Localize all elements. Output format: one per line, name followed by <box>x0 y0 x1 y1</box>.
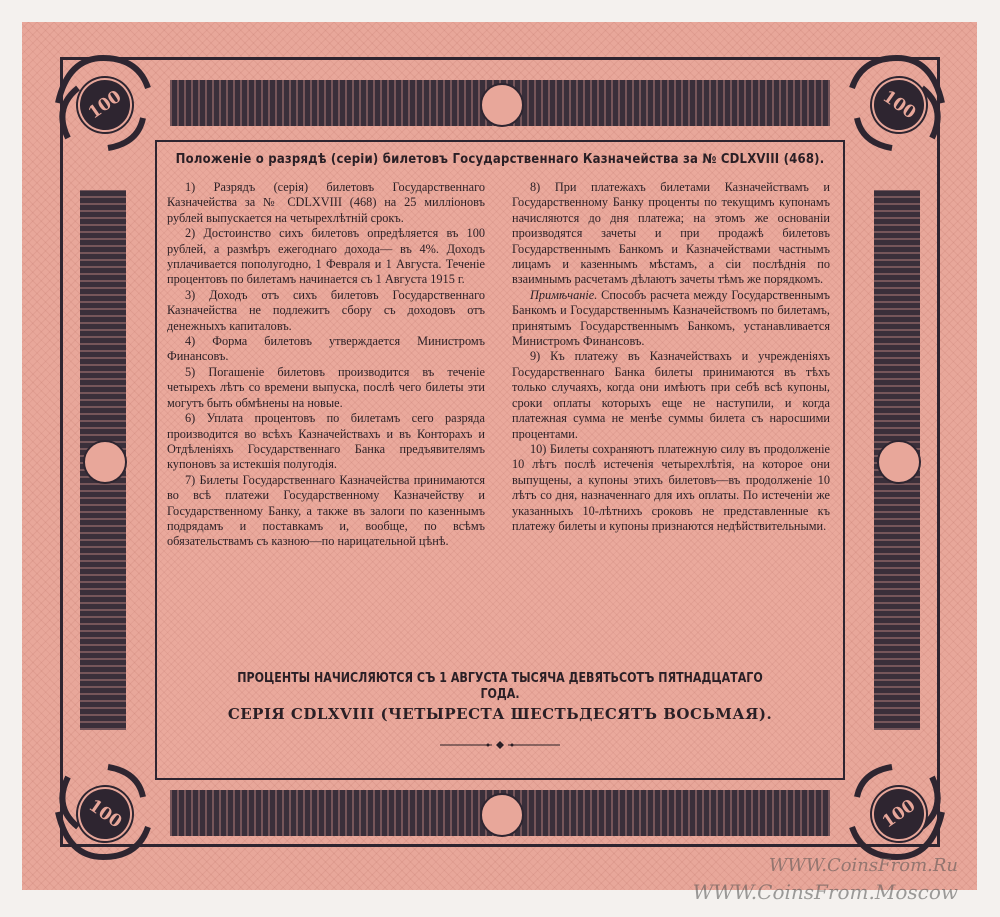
clause-2: 2) Достоинство сихъ билетовъ опредѣляется въ 100 рублей, а размѣръ ежегоднаго дохода— въ 4%. Доходъ уплачивается пополугодно, 1 Февраля и 1 Августа. Теченiе процентовъ по билетамъ начинается съ 1 Августа 1915 г. <box>167 226 485 287</box>
clause-5: 5) Погашенiе билетовъ производится въ теченiе четырехъ лѣтъ со времени выпуска, послѣ чего билеты эти могутъ быть обмѣнены на новые. <box>167 364 485 410</box>
interest-statement: ПРОЦЕНТЫ НАЧИСЛЯЮТСЯ СЪ 1 АВГУСТА ТЫСЯЧА ДЕВЯТЬСОТЪ ПЯТНАДЦАТАГО ГОДА. <box>237 670 763 702</box>
denomination-medallion: 100 <box>67 776 142 851</box>
regulation-heading: Положенiе о разрядѣ (серiи) билетовъ Государственнаго Казначейства за № CDLXVIII (468). <box>175 152 825 167</box>
denomination-medallion: 100 <box>861 67 936 142</box>
top-ornament <box>480 83 524 127</box>
clause-1: 1) Разрядъ (серiя) билетовъ Государственнаго Казначейства за № CDLXVIII (468) на 25 миллiоновъ рублей выпускается на четырехлѣтнiй срокъ. <box>167 180 485 225</box>
corner-top-left <box>48 48 158 158</box>
corner-bottom-left <box>48 757 158 867</box>
note-label: Примѣчанiе. <box>530 287 598 302</box>
clause-4: 4) Форма билетовъ утверждается Министромъ Финансовъ. <box>167 334 485 364</box>
corner-bottom-right <box>842 757 952 867</box>
right-ornament <box>877 440 921 484</box>
clause-7: 7) Билеты Государственнаго Казначейства принимаются во всѣ платежи Государственному Казначейству и Государственному Банку, а также въ залоги по казеннымъ подрядамъ и поставкамъ и, вообще, по всѣмъ обязательствамъ съ казною—по нарицательной цѣнѣ. <box>167 472 485 549</box>
divider-ornament-icon <box>440 740 560 750</box>
note-paragraph <box>512 288 830 350</box>
left-ornament <box>83 440 127 484</box>
left-text-column <box>167 180 485 550</box>
note-text: Способъ расчета между Государственнымъ Банкомъ и Государственнымъ Казначействомъ по билетамъ, принятымъ Государственнымъ Банкомъ, устанавливается Министромъ Финансовъ. <box>512 287 830 349</box>
series-statement: СЕРIЯ CDLXVIII (ЧЕТЫРЕСТА ШЕСТЬДЕСЯТЪ ВОСЬМАЯ). <box>227 705 773 723</box>
clause-10: 10) Билеты сохраняютъ платежную силу въ продолженiе 10 лѣтъ послѣ истеченiя четырехлѣтiя, на которое они выпущены, а купоны этихъ билетовъ—въ продолженiе 10 лѣтъ со дня, назначеннаго для ихъ оплаты. По истеченiи же указанныхъ 10-лѣтнихъ сроковъ не представленные къ платежу билеты и купоны признаются недѣйствительными. <box>512 441 830 533</box>
clause-3: 3) Доходъ отъ сихъ билетовъ Государственнаго Казначейства не подлежитъ сбору съ доходовъ отъ денежныхъ капиталовъ. <box>167 287 485 333</box>
watermark-ru: WWW.CoinsFrom.Ru <box>768 855 958 876</box>
corner-top-right <box>842 48 952 158</box>
clause-8: 8) При платежахъ билетами Казначействамъ и Государственному Банку проценты по текущимъ купонамъ начисляются до дня платежа; на этомъ же основанiи производятся зачеты и при продажѣ билетовъ Государственнымъ Банкомъ и Казначействами частнымъ лицамъ и казеннымъ мѣстамъ, а сiи послѣднiя по взаимнымъ расчетамъ дѣлаютъ зачеты тѣмъ же порядкомъ. <box>512 180 830 287</box>
denomination-medallion: 100 <box>67 67 142 142</box>
right-text-column <box>512 180 830 534</box>
clause-6: 6) Уплата процентовъ по билетамъ сего разряда производится во всѣхъ Казначействахъ и въ Конторахъ и Отдѣленiяхъ Государственнаго Банка предъявителямъ купоновъ за истекшiя полугодiя. <box>167 411 485 472</box>
clause-9: 9) Къ платежу въ Казначействахъ и учрежденiяхъ Государственнаго Банка билеты принимаются въ тѣхъ только случаяхъ, когда они имѣютъ при себѣ всѣ купоны, сроки оплаты которыхъ еще не наступили, и когда платежная сумма не менѣе суммы билета съ наросшими процентами. <box>512 349 830 441</box>
bottom-ornament <box>480 793 524 837</box>
watermark-moscow: WWW.CoinsFrom.Moscow <box>692 880 958 904</box>
denomination-medallion: 100 <box>861 776 936 851</box>
